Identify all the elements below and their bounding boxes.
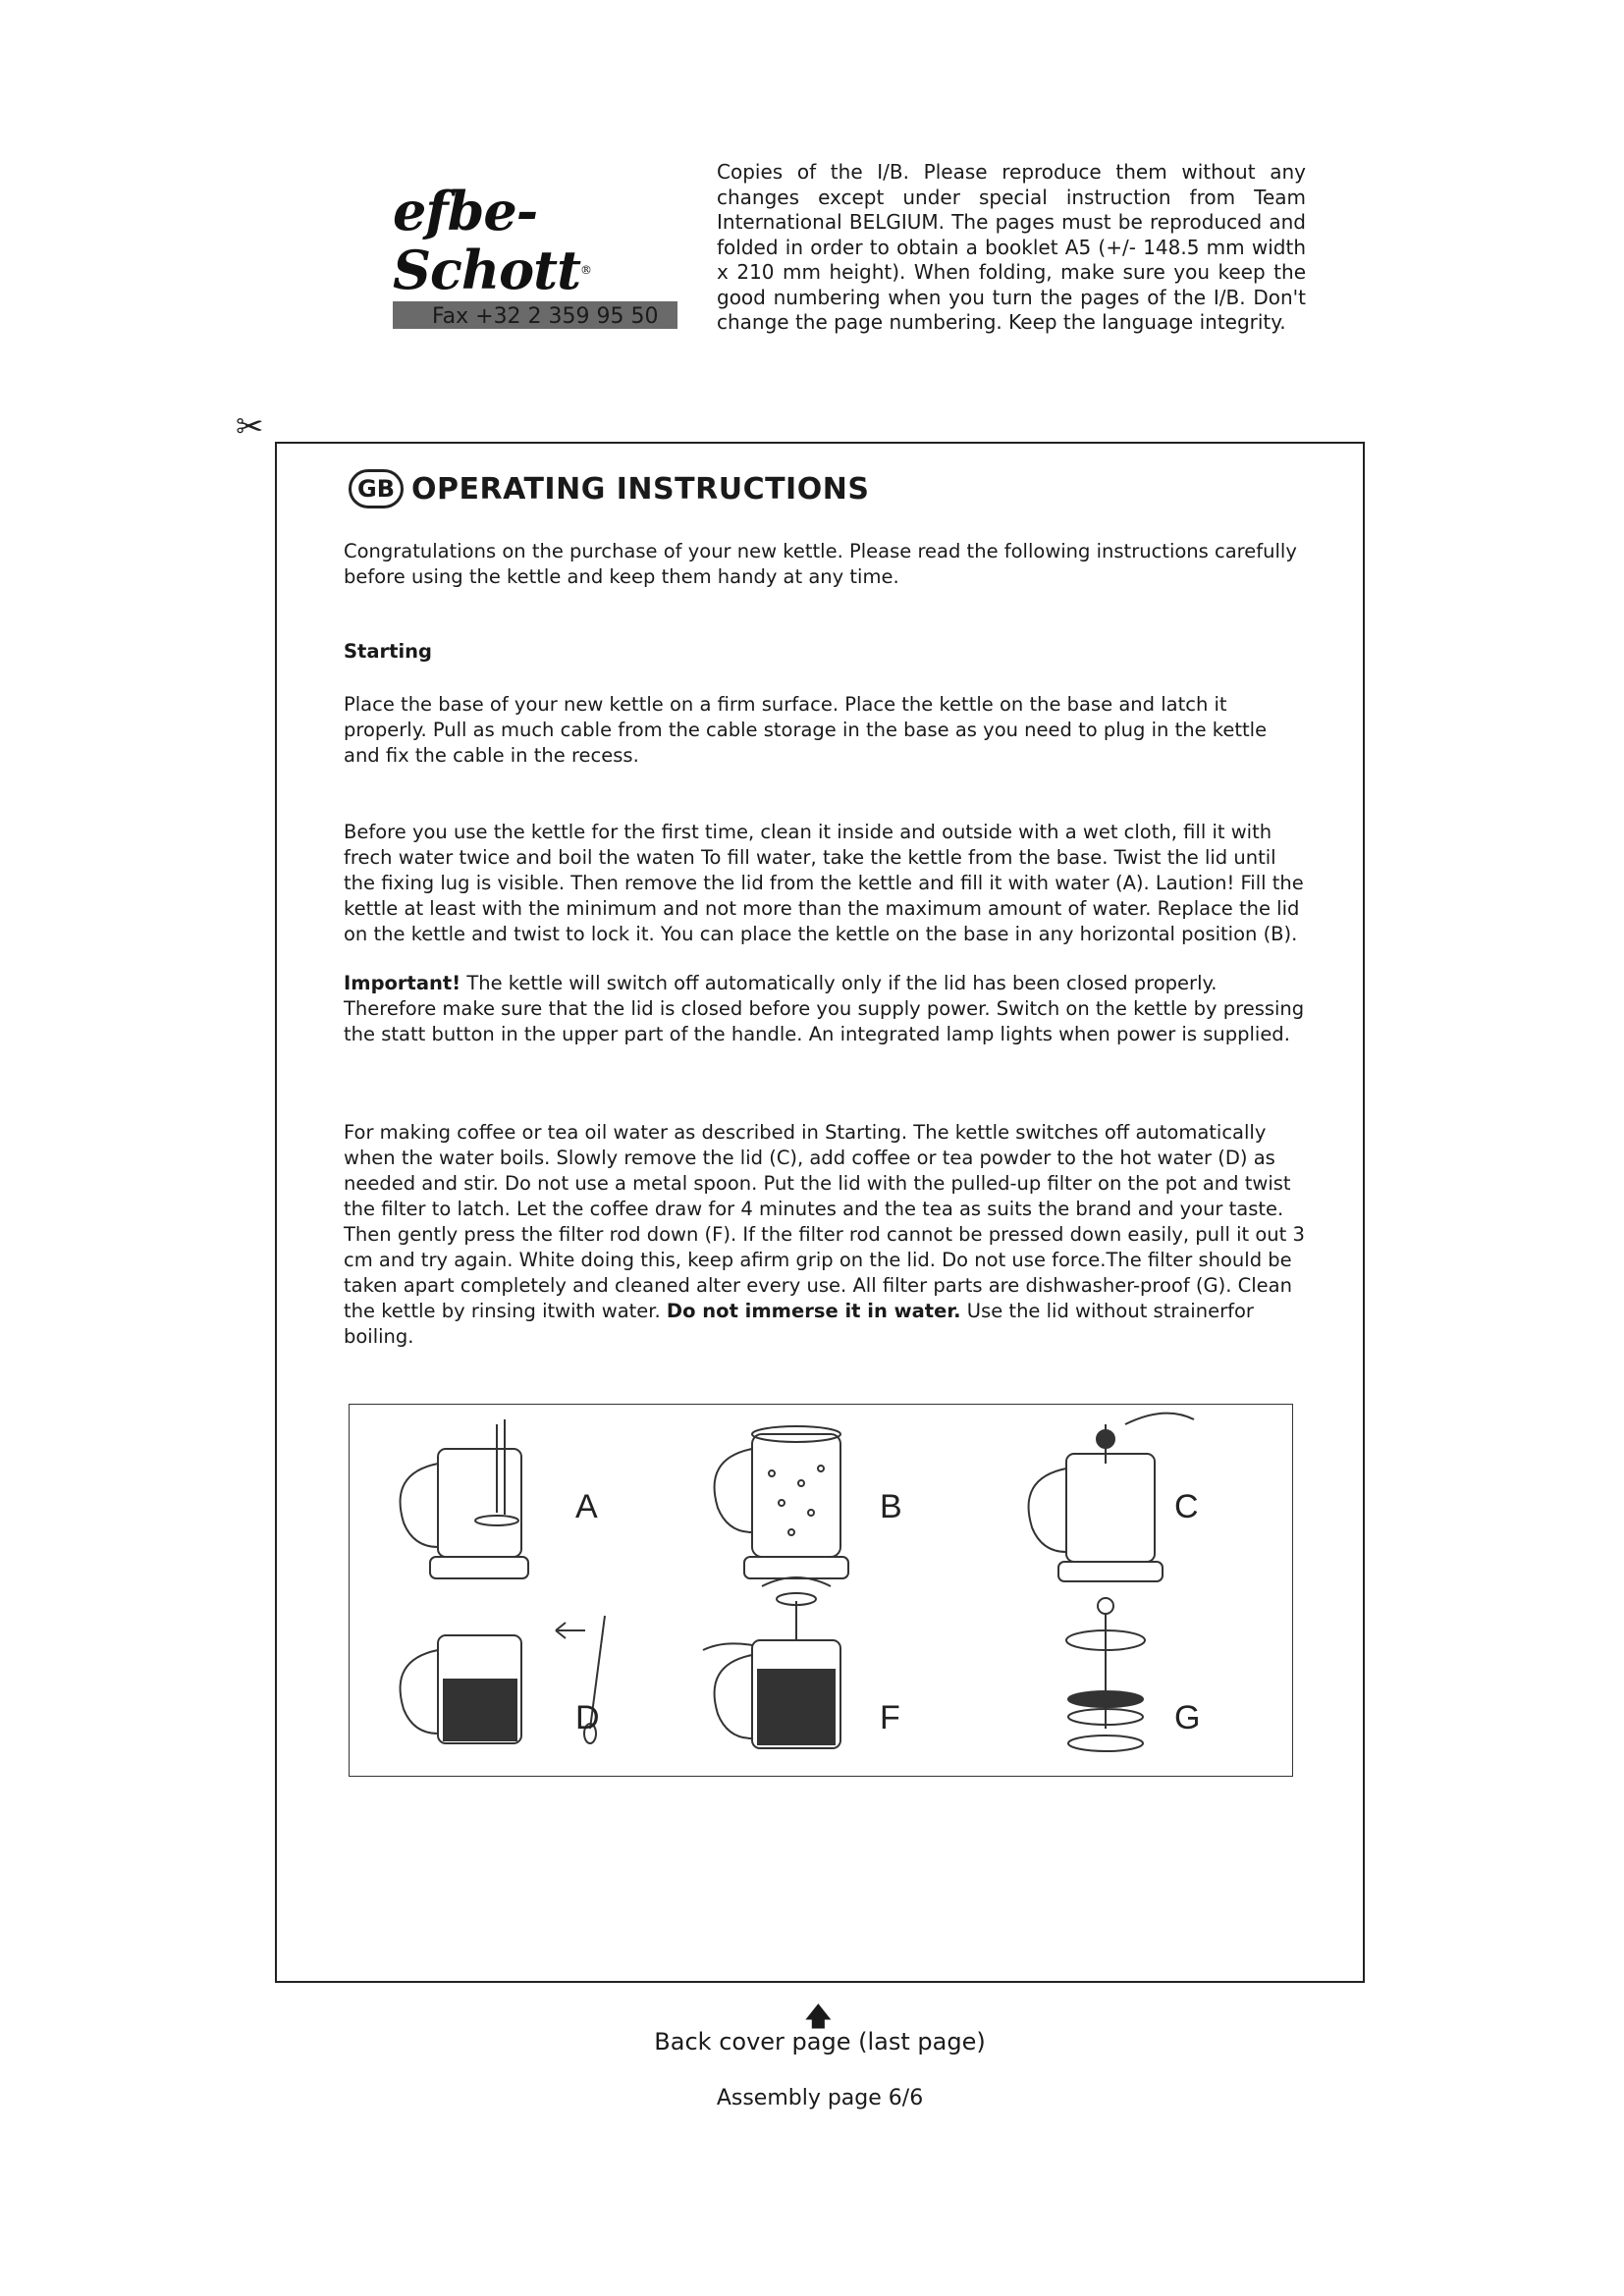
closing-text: Use the lid without strainerfor boiling.	[344, 1300, 1254, 1348]
fax-number: Fax +32 2 359 95 50	[432, 304, 659, 329]
first-use-paragraph: Before you use the kettle for the first time, clean it inside and outside with a wet cloth, fill it with frech water twice and boil the waten To fill water, take the kettle from the base. Twist the lid until the fixing lug is visible. Then remove the lid from the kettle and fill it with water (A). Laution! Fill the kettle at least with the minimum and not more than the maximum amount of water. Replace the lid on the kettle and twist to lock it. You can place the kettle on the base in any horizontal position (B).	[344, 821, 1304, 945]
coffee-paragraph	[344, 1120, 1306, 1350]
starting-paragraph: Place the base of your new kettle on a firm surface. Place the kettle on the base and latch it properly. Pull as much cable from the cable storage in the base as you need to plug in the kettle and fix the cable in the recess.	[344, 693, 1268, 767]
figure-label-b: B	[880, 1488, 902, 1525]
figure-f-kettle	[703, 1577, 840, 1748]
immerse-warning: Do not immerse it in water.	[666, 1300, 961, 1322]
figure-a-kettle	[401, 1419, 528, 1578]
figure-label-g: G	[1174, 1699, 1201, 1736]
kettle-illustrations	[350, 1405, 1292, 1776]
figure-label-f: F	[880, 1699, 900, 1736]
figure-c-kettle	[1029, 1414, 1194, 1581]
figure-g-parts	[1066, 1598, 1145, 1751]
reproduction-note: Copies of the I/B. Please reproduce them without any changes except under special instruction from Team International BELGIUM. The pages must be reproduced and folded in order to obtain a booklet A5 (+/- 148.5 mm width x 210 mm height). When folding, make sure you keep the good numbering when you turn the pages of the I/B. Don't change the page numbering. Keep the language integrity.	[717, 160, 1306, 334]
figure-label-a: A	[575, 1488, 598, 1525]
up-arrow-icon: 🡅	[805, 2002, 832, 2032]
illustration-panel	[349, 1404, 1293, 1777]
intro-paragraph: Congratulations on the purchase of your new kettle. Please read the following instructions carefully before using the kettle and keep them handy at any time.	[344, 540, 1297, 588]
gb-badge: GB	[349, 469, 404, 508]
figure-label-c: C	[1174, 1488, 1199, 1525]
figure-label-d: D	[575, 1699, 600, 1736]
coffee-text: For making coffee or tea oil water as described in Starting. The kettle switches off automatically when the water boils. Slowly remove the lid (C), add coffee or tea powder to the hot water (D) as needed and stir. Do not use a metal spoon. Put the lid with the pulled-up filter on the pot and twist the filter to latch. Let the coffee draw for 4 minutes and the tea as suits the brand and your taste. Then gently press the filter rod down (F). If the filter rod cannot be pressed down easily, pull it out 3 cm and try again. White doing this, keep afirm grip on the lid. Do not use force.The filter should be taken apart completely and cleaned alter every use. All filter parts are dishwasher-proof (G). Clean the kettle by rinsing itwith water.	[344, 1121, 1305, 1322]
figure-b-kettle	[715, 1426, 848, 1578]
logo-text: efbe-Schott	[393, 180, 581, 301]
figure-d-kettle	[401, 1616, 605, 1743]
back-cover-label: Back cover page (last page)	[654, 2028, 986, 2056]
starting-heading: Starting	[344, 640, 432, 663]
scissors-icon: ✂	[236, 407, 264, 447]
important-paragraph	[344, 971, 1306, 1047]
page-title: OPERATING INSTRUCTIONS	[411, 471, 870, 507]
assembly-page-label: Assembly page 6/6	[716, 2086, 924, 2110]
registered-mark: ®	[580, 263, 592, 277]
important-text: The kettle will switch off automatically only if the lid has been closed properly. Therefore make sure that the lid is closed before you supply power. Switch on the kettle by pressing the statt button in the upper part of the handle. An integrated lamp lights when power is supplied.	[344, 972, 1305, 1045]
section-title	[349, 469, 869, 508]
important-label: Important!	[344, 972, 461, 994]
